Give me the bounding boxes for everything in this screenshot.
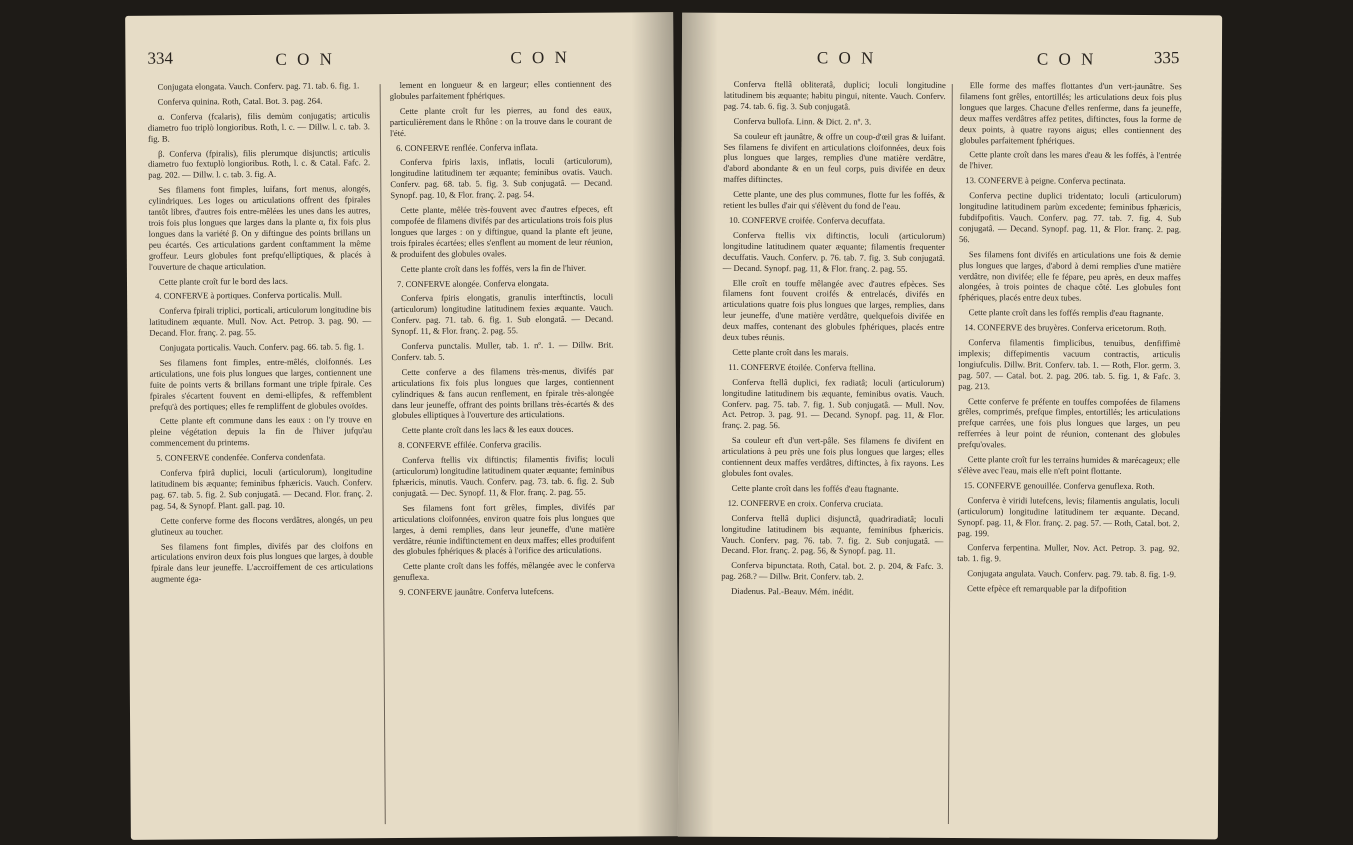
paragraph: Ses filamens font fort grêles, fimples, divifés par articulations cloifonnées, environ quatre fois plus longues que larges, à demi remplies, dans leur jeuneffe, d'une matière verdâtre, réunie indiftinctement en deux maffes; elles produifent des globules fphériques & placés à l'orifice des articulations. [392,501,615,557]
paragraph: Conferva ftellâ obliteratâ, duplici; loculi longitudine latitudinem bis æquante; habitu pingui, nitente. Vauch. Conferv. pag. 74. tab. 6. fig. 3. Sub conjugatâ. [723,78,946,112]
species-heading: 13. CONFERVE à peigne. Conferva pectinata. [965,175,1126,187]
paragraph: Conferva fpiris laxis, inflatis, loculi (articulorum), longitudine latitudinem ter æquante; feminibus ovatis. Vauch. Conferv. pag. 68. tab. 5. fig. 3. Sub conjugatâ. — Decand. Synopf. pag. 10, & Flor. franç. 2. pag. 54. [390,155,613,201]
paragraph: Cette plante croît fur les terrains humides & marécageux; elle s'élève avec l'eau, mais elle n'eft point flottante. [957,454,1180,476]
paragraph: Conferva ftellis vix diftinctis; filamentis fivifis; loculi (articulorum) longitudine latitudinem quater æquante; feminibus fphæricis, minutis. Vauch. Conferv. pag. 73. tab. 6. fig. 2. Sub conjugatâ. — Dec. Synopf. 11, & Flor. franç. 2. pag. 55. [392,453,615,498]
left-running-head-2: C O N [510,47,570,68]
paragraph: Conferva fpirali triplici, porticali, articulorum longitudine bis latitudinem æquante. Mull. Nov. Act. Petrop. 3. pag. 90. — Decand. Flor. franç. 2. pag. 55. [149,304,372,338]
species-heading: 9. CONFERVE jaunâtre. Conferva lutefcens. [399,586,554,598]
paragraph: Ses filamens font fimples, divifés par des cloifons en articulations environ deux fois plus longues que larges, à double fpirale dans leur jeuneffe. L'accroiffement de ces articulations augmente éga- [150,539,374,585]
paragraph: α. Conferva (fcalaris), filis demùm conjugatis; articulis diametro fuo triplò longioribus. Roth, l. c. — Dillw. l. c. tab. 3. fig. B. [147,110,370,144]
paragraph: Cette plante croît dans les foffés d'eau ftagnante. [731,482,899,494]
right-column-rule [948,84,953,824]
paragraph: Conferva ferpentina. Muller, Nov. Act. Petrop. 3. pag. 92. tab. 1. fig. 9. [957,542,1180,564]
paragraph: Cette plante croît dans les foffés remplis d'eau ftagnante. [968,307,1164,319]
paragraph: Conferva filamentis fimplicibus, tenuibus, denfiffimè implexis; diffepimentis vacuum contractis, articulis longiufculis. Dillw. Brit. Conferv. tab. 1. — Roth, Flor. germ. 3. pag. 507. — Catal. bot. 2. pag. 206. tab. 5. fig. 1, & Fafc. 3. pag. 213. [958,337,1181,391]
paragraph: Diadenus. Pal.-Beauv. Mém. inédit. [731,586,854,597]
paragraph: Conferva pectine duplici tridentato; loculi (articulorum) longitudine latitudinem parùm excedente; feminibus fphæricis, fubdifpofitis. Vauch. Conferv. pag. 77. tab. 7. fig. 4. Sub conjugatâ. — Decand. Synopf. pag. 11, & Flor. franç. 2. pag. 56. [958,190,1182,244]
species-heading: 8. CONFERVE effilée. Conferva gracilis. [398,439,542,451]
paragraph: Ses filamens font divifés en articulations une fois & demie plus longues que larges, d'abord à demi remplies d'une matière verdâtre, non divifée; elle fe fépare, peu après, en deux maffes alongées, à trois pointes de chaque côté. Les globules font fphériques, placés entre deux tubes. [958,248,1181,303]
species-heading: 4. CONFERVE à portiques. Conferva porticalis. Mull. [155,289,343,302]
paragraph: Cette plante croît fur les pierres, au fond des eaux, particulièrement dans le Rhône : on la trouve dans le courant de l'été. [389,104,612,138]
right-running-head-2: C O N [1036,49,1097,69]
paragraph: Conferva quinina. Roth, Catal. Bot. 3. pag. 264. [157,95,323,107]
paragraph: Cette plante croît dans les marais. [732,346,849,358]
paragraph: Ses filamens font fimples, luifans, fort menus, alongés, cylindriques. Les loges ou articulations offrent des fpirales tantôt libres, d'autres fois entre-mêlées les unes dans les autres, trois fois plus longues que larges dans la plante α, fix fois plus longues dans la variété β. On y diftingue des points brillans un peu écartés. Ces articulations gardent conftamment la même groffeur. Leurs globules font prefqu'elliptiques, & placés à l'ouverture de chaque articulation. [148,183,371,272]
left-column-1 [148,80,374,589]
paragraph: Cette plante croît dans les mares d'eau & les foffés, à l'entrée de l'hiver. [959,149,1182,171]
paragraph: Elle croît en touffe mêlangée avec d'autres efpèces. Ses filamens font fouvent croifés & entrelacés, divifés en articulations quatre fois plus longues que larges, remplies, dans leur jeuneffe, d'une matière verdâtre, quelquefois divifée en deux maffes, contenant des globules fphériques, placés entre deux tubes réunis. [722,277,945,343]
left-running-head-1: C O N [275,49,335,69]
paragraph: Cette conferve forme des flocons verdâtres, alongés, un peu glutineux au toucher. [150,513,373,537]
paragraph: Cette efpèce eft remarquable par la difpofition [967,583,1127,595]
paragraph: lement en longueur & en largeur; elles contiennent des globules parfaitement fphériques. [389,78,612,101]
right-running-head-1: C O N [816,48,877,68]
species-heading: 12. CONFERVE en croix. Conferva cruciata. [727,497,884,509]
paragraph: Ses filamens font fimples, entre-mêlés, cloifonnés. Les articulations, une fois plus longues que larges, contiennent une fuite de points verts & brillans formant une triple fpirale. Ces fpirales s'écartent fouvent en demi-ellipfes, & reffemblent prefqu'à des portiques; elles fe rempliffent de globules ovoïdes. [149,356,372,412]
paragraph: Conferva fpiris elongatis, granulis interftinctis, loculi (articulorum) longitudine latitudinem fexies æquante. Vauch. Conferv. pag. 71. tab. 6. fig. 1. Sub elongatâ. — Decand. Synopf. 11, & Flor. franç. 2. pag. 55. [391,291,614,337]
paragraph: Cette plante croît dans les foffés, vers la fin de l'hiver. [400,262,587,274]
paragraph: Cette plante, une des plus communes, flotte fur les foffés, & retient les bulles d'air qui s'élèvent du fond de l'eau. [723,189,946,211]
species-heading: 15. CONFERVE genouillée. Conferva genuflexa. Roth. [963,479,1155,491]
right-column-2 [957,80,1182,599]
left-gutter-shadow [631,12,679,836]
paragraph: Conferva bipunctata. Roth, Catal. bot. 2. p. 204, & Fafc. 3. pag. 268.? — Dillw. Brit. Conferv. tab. 2. [721,560,944,582]
species-heading: 5. CONFERVE condenfée. Conferva condenfata. [156,451,326,463]
paragraph: Elle forme des maffes flottantes d'un vert-jaunâtre. Ses filamens font grêles, entortillés; les articulations deux fois plus longues que larges. Chacune d'elles renferme, dans fa jeuneffe, deux maffes verdâtres affez petites, diftinctes, fous la forme de deux points, à quatre rayons aigus; elles contiennent des globules parfaitement fphériques. [959,80,1182,146]
paragraph: Conferva è viridi lutefcens, levis; filamentis angulatis, loculi (articulorum) longitudine latitudinem ter æquante. Decand. Synopf. pag. 11, & Flor. franç. 2. pag. 57. — Roth, Catal. bot. 2. pag. 199. [957,494,1180,538]
paragraph: Conferva ftellâ duplici, fex radiatâ; loculi (articulorum) longitudine latitudinem bis æquante, feminibus ovatis. Vauch. Conferv. pag. 75. tab. 7. fig. 1. Sub conjugatâ. — Mull. Nov. Act. Petrop. 3. pag. 91. — Decand. Synopf. pag. 11, & Flor. franç. 2. pag. 56. [721,376,945,431]
species-heading: 14. CONFERVE des bruyères. Conferva ericetorum. Roth. [964,322,1167,334]
paragraph: Conjugata angulata. Vauch. Conferv. pag. 79. tab. 8. fig. 1-9. [967,568,1177,580]
paragraph: Cette conferve fe préfente en touffes compofées de filamens grêles, comprimés, prefque fimples, entortillés; les articulations prefque carrées, une fois plus longues que larges, un peu refferrées à leur point de réunion, contenant des globules prefqu'ovales. [957,395,1181,450]
paragraph: Sa couleur eft jaunâtre, & offre un coup-d'œil gras & luifant. Ses filamens fe divifent en articulations cloifonnées, deux fois plus longues que larges, remplies d'une matière verdâtre, d'abord abondante & en un feul corps, puis divifée en deux maffes diftinctes. [723,130,946,185]
right-page [678,13,1222,840]
paragraph: Cette plante croît fur le bord des lacs. [158,275,288,287]
paragraph: Conferva fpirâ duplici, loculi (articulorum), longitudine latitudinem bis æquante; feminibus fphæricis. Vauch. Conferv. pag. 67. tab. 5. fig. 2. Sub conjugatâ. — Decand. Flor. franç. 2. pag. 54, & Synopf. Plant. gall. pag. 10. [150,466,373,511]
right-page-number: 335 [1153,48,1180,68]
paragraph: Conferva punctalis. Muller, tab. 1. nº. 1. — Dillw. Brit. Conferv. tab. 5. [391,339,614,363]
left-column-rule [380,84,386,824]
left-page-number: 334 [147,48,173,68]
paragraph: Sa couleur eft d'un vert-pâle. Ses filamens fe divifent en articulations à peu près une fois plus longues que larges; elles contiennent deux maffes verdâtres, diftinctes, à fix rayons. Les globules font ovales. [721,435,944,479]
right-column-1 [721,79,946,602]
species-heading: 7. CONFERVE alongée. Conferva elongata. [396,277,549,289]
paragraph: Conferva ftellâ duplici disjunctâ, quadriradiatâ; loculi longitudine latitudinem bis æquante, feminibus fphæricis. Vauch. Conferv. pag. 76. tab. 7. fig. 2. Sub conjugatâ. — Decand. Flor. franç. 2. pag. 56, & Synopf. pag. 11. [721,512,944,557]
paragraph: Cette plante croît dans les lacs & les eaux douces. [401,424,574,436]
paragraph: Conjugata elongata. Vauch. Conferv. pag. 71. tab. 6. fig. 1. [157,80,360,92]
paragraph: Conjugata porticalis. Vauch. Conferv. pag. 66. tab. 5. fig. 1. [159,341,365,353]
species-heading: 11. CONFERVE étoilée. Conferva ftellina. [728,361,876,373]
paragraph: Cette plante, mêlée très-fouvent avec d'autres efpeces, eft compofée de filamens divifés par des articulations trois fois plus longues que larges : on y diftingue, quand la plante eft jeune, trois fpirales écartées; elles s'enflent au moment de leur réunion, & produifent des globules ovales. [390,203,613,259]
left-page [125,12,679,840]
left-column-2 [390,79,616,603]
species-heading: 10. CONFERVE croifée. Conferva decuffata. [729,214,886,226]
right-gutter-shadow [678,13,718,837]
species-heading: 6. CONFERVE renflée. Conferva inflata. [396,141,538,153]
paragraph: β. Conferva (fpiralis), filis plerumque disjunctis; articulis diametro fuo fextuplò longioribus. Roth, l. c. & Catal. Fafc. 2. pag. 202. — Dillw. l. c. tab. 3. fig. A. [148,146,371,181]
paragraph: Conferva ftellis vix diftinctis, loculi (articulorum) longitudine latitudinem quater æquante; filamentis frequenter decuffatis. Vauch. Conferv. p. 76. tab. 7. fig. 3. Sub conjugatâ. — Decand. Synopf. pag. 11, & Flor. franç. 2. pag. 55. [722,229,946,274]
paragraph: Cette conferve a des filamens très-menus, divifés par articulations fix fois plus longues que larges, contiennent cylindriques & fans aucun renflement, en fpirale très-alongée dans leur jeuneffe, offrant des points brillans très-écartés & des globules elliptiques à l'ouverture des articulations. [391,365,614,421]
paragraph: Cette plante croît dans les foffés, mêlangée avec le conferva genuflexa. [393,559,616,583]
paragraph: Cette plante eft commune dans les eaux : on l'y trouve en pleine végétation depuis la fin de l'hiver jufqu'au commencement du printems. [150,414,373,449]
paragraph: Conferva bullofa. Linn. & Dict. 2. nº. 3. [733,115,872,127]
